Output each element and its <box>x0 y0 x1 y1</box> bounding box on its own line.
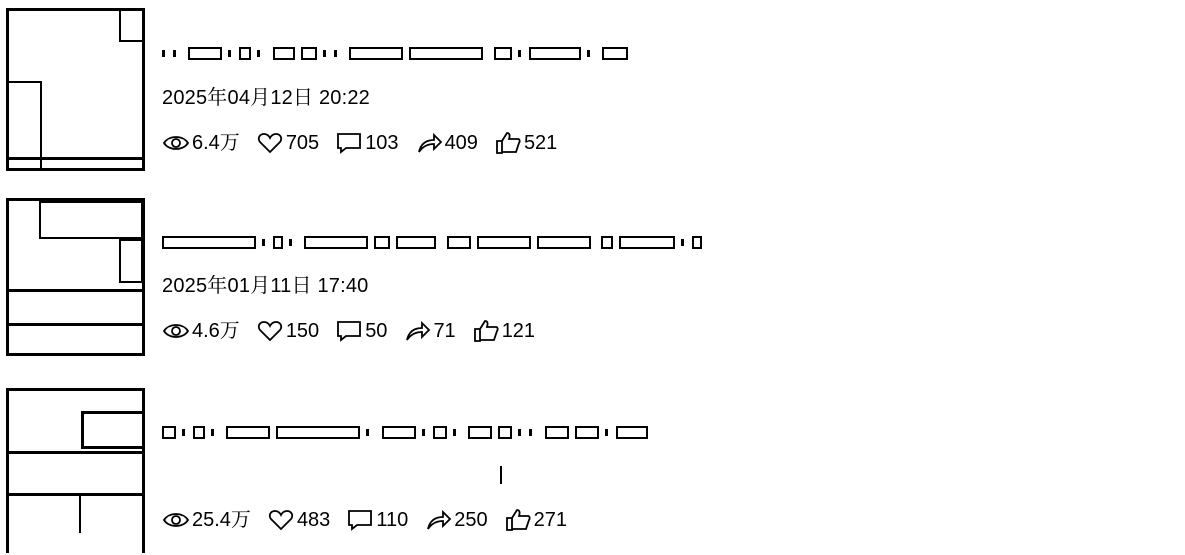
likes-count: 271 <box>533 509 567 531</box>
comments-count: 103 <box>365 132 399 154</box>
article-date: 2025年01月11日 17:40 <box>162 275 369 297</box>
article-title[interactable] <box>162 424 992 440</box>
heart-icon <box>256 131 284 155</box>
eye-icon <box>162 131 190 155</box>
article-thumbnail[interactable] <box>6 198 145 356</box>
views-count: 6.4万 <box>192 132 240 154</box>
article-title[interactable] <box>162 45 992 61</box>
comments-count: 50 <box>365 320 388 342</box>
shares-stat[interactable] <box>403 319 455 343</box>
shares-count: 250 <box>454 509 488 531</box>
article-item[interactable] <box>0 188 1185 363</box>
shares-count: 409 <box>444 132 478 154</box>
article-item[interactable] <box>0 0 1185 180</box>
likes-stat[interactable] <box>472 319 535 343</box>
favorites-stat[interactable] <box>256 131 319 155</box>
article-title[interactable] <box>162 234 992 250</box>
thumbs-up-icon <box>472 319 500 343</box>
article-stats <box>162 130 573 156</box>
article-thumbnail[interactable] <box>6 8 145 171</box>
comment-icon <box>335 131 363 155</box>
views-count: 4.6万 <box>192 320 240 342</box>
likes-count: 521 <box>523 132 558 154</box>
thumbs-up-icon <box>494 131 522 155</box>
share-icon <box>424 508 452 532</box>
favorites-count: 705 <box>285 132 320 154</box>
likes-stat[interactable] <box>504 508 567 532</box>
favorites-count: 483 <box>296 509 331 531</box>
heart-icon <box>267 508 295 532</box>
comments-stat[interactable] <box>346 508 408 532</box>
title-second-line-marker <box>500 466 502 484</box>
thumbs-up-icon <box>504 508 532 532</box>
views-count: 25.4万 <box>192 509 251 531</box>
comments-stat[interactable] <box>335 131 398 155</box>
heart-icon <box>256 319 284 343</box>
views-stat <box>162 319 240 343</box>
favorites-stat[interactable] <box>256 319 319 343</box>
comment-icon <box>346 508 374 532</box>
views-stat <box>162 131 240 155</box>
share-icon <box>403 319 431 343</box>
article-thumbnail[interactable] <box>6 388 145 553</box>
article-item[interactable] <box>0 378 1185 555</box>
favorites-stat[interactable] <box>267 508 330 532</box>
article-stats <box>162 507 583 533</box>
shares-stat[interactable] <box>424 508 487 532</box>
favorites-count: 150 <box>285 320 320 342</box>
comments-count: 110 <box>376 509 409 531</box>
comments-stat[interactable] <box>335 319 387 343</box>
likes-count: 121 <box>501 320 536 342</box>
article-stats <box>162 318 551 344</box>
comment-icon <box>335 319 363 343</box>
eye-icon <box>162 319 190 343</box>
shares-count: 71 <box>433 320 456 342</box>
shares-stat[interactable] <box>415 131 478 155</box>
share-icon <box>415 131 443 155</box>
eye-icon <box>162 508 190 532</box>
likes-stat[interactable] <box>494 131 557 155</box>
article-date: 2025年04月12日 20:22 <box>162 87 370 109</box>
views-stat <box>162 508 251 532</box>
